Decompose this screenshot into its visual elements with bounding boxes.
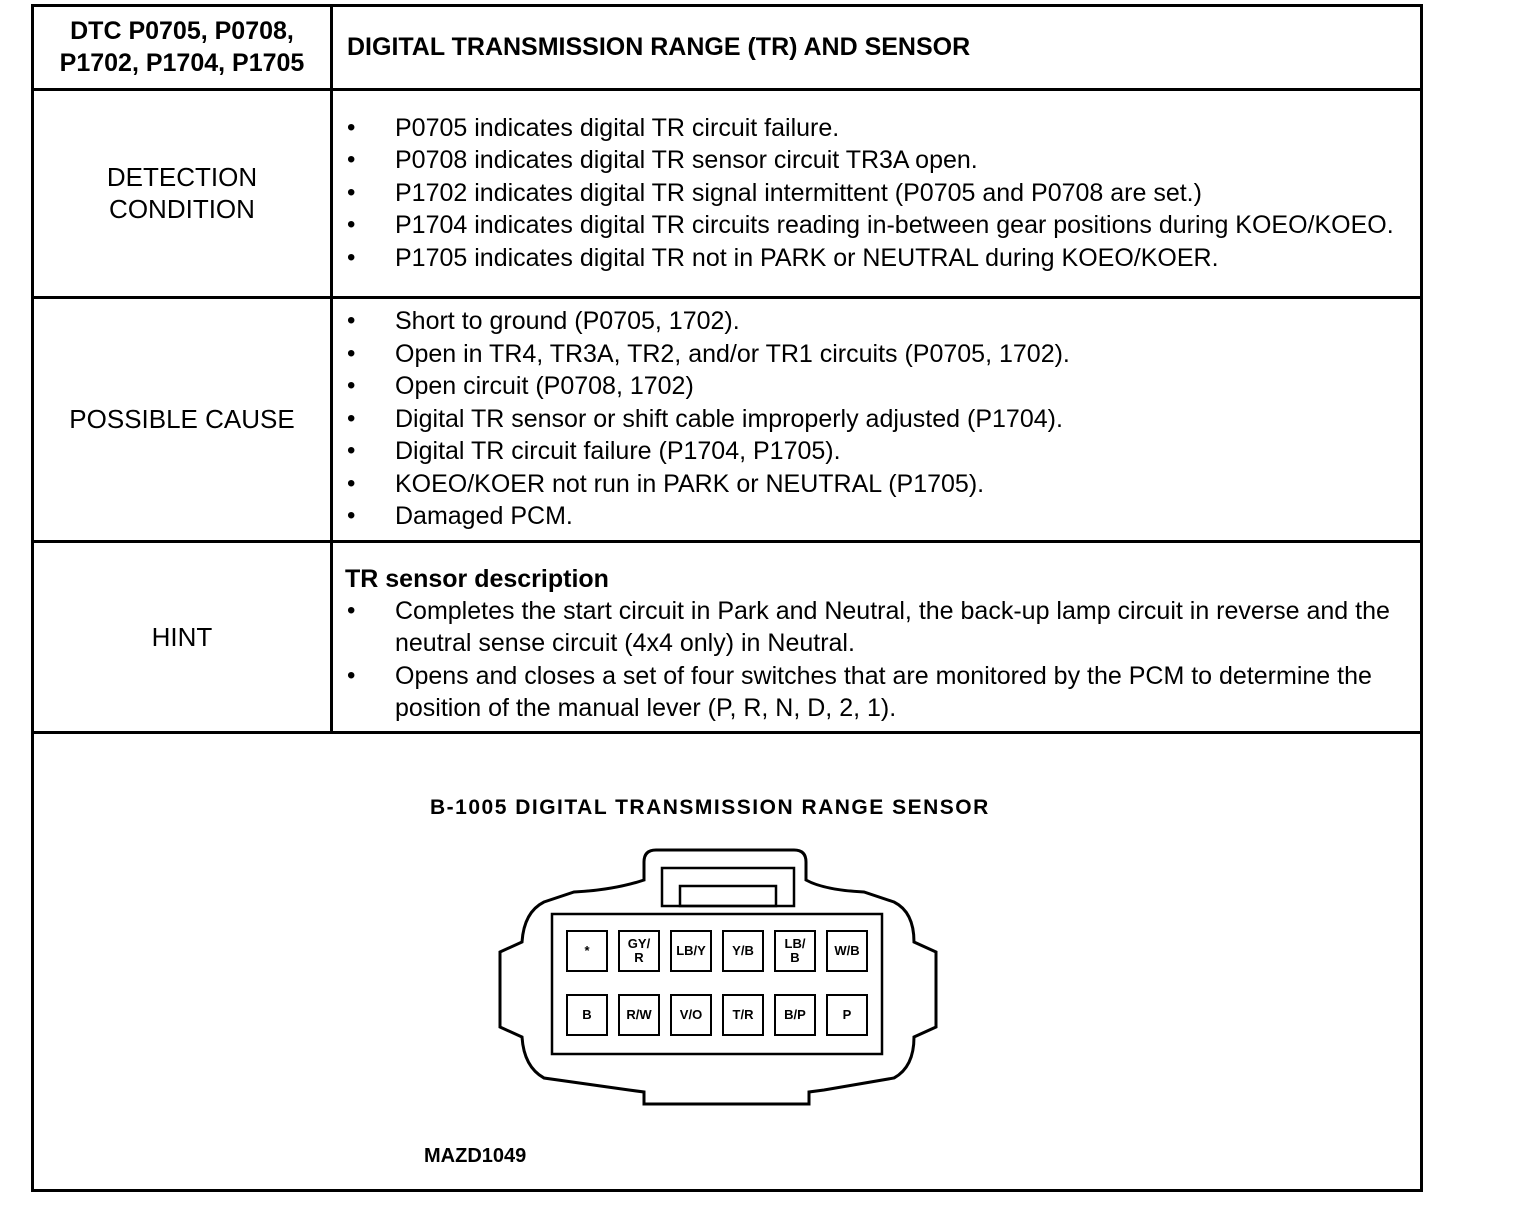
hint-subtitle: TR sensor description [345, 564, 609, 593]
dtc-codes-text: DTC P0705, P0708, P1702, P1704, P1705 [59, 17, 305, 78]
connector-pin: V/O [670, 994, 712, 1036]
list-item: • P1704 indicates digital TR circuits reading in-between gear positions during KOEO/KOEO. [345, 209, 1414, 242]
header-row [34, 7, 1420, 89]
list-item: • Short to ground (P0705, 1702). [345, 305, 1414, 338]
connector-pin: GY/ R [618, 930, 660, 972]
connector-housing [494, 842, 944, 1112]
cause-row [34, 297, 1420, 541]
detection-content [332, 89, 1421, 297]
dtc-codes [34, 7, 332, 89]
list-item: • Damaged PCM. [345, 500, 1414, 533]
hint-row [34, 541, 1420, 732]
connector-pin: * [566, 930, 608, 972]
list-item: • Open circuit (P0708, 1702) [345, 370, 1414, 403]
list-item: • Digital TR circuit failure (P1704, P1705). [345, 435, 1414, 468]
list-item: • P0708 indicates digital TR sensor circuit TR3A open. [345, 144, 1414, 177]
connector-diagram-panel [34, 732, 1420, 1189]
connector-pin: LB/ B [774, 930, 816, 972]
list-item: • Digital TR sensor or shift cable improperly adjusted (P1704). [345, 403, 1414, 436]
connector-pin: Y/B [722, 930, 764, 972]
list-item: • Open in TR4, TR3A, TR2, and/or TR1 circuits (P0705, 1702). [345, 338, 1414, 371]
connector-pin: T/R [722, 994, 764, 1036]
list-item: • P1702 indicates digital TR signal intermittent (P0705 and P0708 are set.) [345, 177, 1414, 210]
detection-label-text: DETECTION CONDITION [106, 162, 258, 224]
list-item: • P0705 indicates digital TR circuit failure. [345, 112, 1414, 145]
cause-list [333, 301, 1420, 537]
cause-content [332, 297, 1421, 541]
list-item: • Completes the start circuit in Park and Neutral, the back-up lamp circuit in reverse and the neutral sense circuit (4x4 only) in Neutral. [345, 595, 1414, 660]
hint-list [333, 595, 1420, 731]
connector-pin: B [566, 994, 608, 1036]
detection-list [333, 108, 1420, 279]
diagram-code: MAZD1049 [424, 1145, 527, 1167]
dtc-sheet [31, 4, 1423, 1192]
list-item: • KOEO/KOER not run in PARK or NEUTRAL (P1705). [345, 468, 1414, 501]
connector-diagram [494, 842, 944, 1112]
diagram-title: B-1005 DIGITAL TRANSMISSION RANGE SENSOR [430, 796, 990, 819]
connector-pin: P [826, 994, 868, 1036]
cause-label: POSSIBLE CAUSE [34, 297, 332, 541]
hint-content [332, 541, 1421, 732]
hint-label: HINT [34, 541, 332, 732]
list-item: • Opens and closes a set of four switches that are monitored by the PCM to determine the position of the manual lever (P, R, N, D, 2, 1). [345, 660, 1414, 725]
dtc-table [34, 7, 1420, 734]
detection-label [34, 89, 332, 297]
connector-pin: W/B [826, 930, 868, 972]
connector-pin: B/P [774, 994, 816, 1036]
detection-row [34, 89, 1420, 297]
connector-pin: LB/Y [670, 930, 712, 972]
list-item: • P1705 indicates digital TR not in PARK or NEUTRAL during KOEO/KOER. [345, 242, 1414, 275]
connector-pin: R/W [618, 994, 660, 1036]
table-title: DIGITAL TRANSMISSION RANGE (TR) AND SENSOR [332, 7, 1421, 89]
